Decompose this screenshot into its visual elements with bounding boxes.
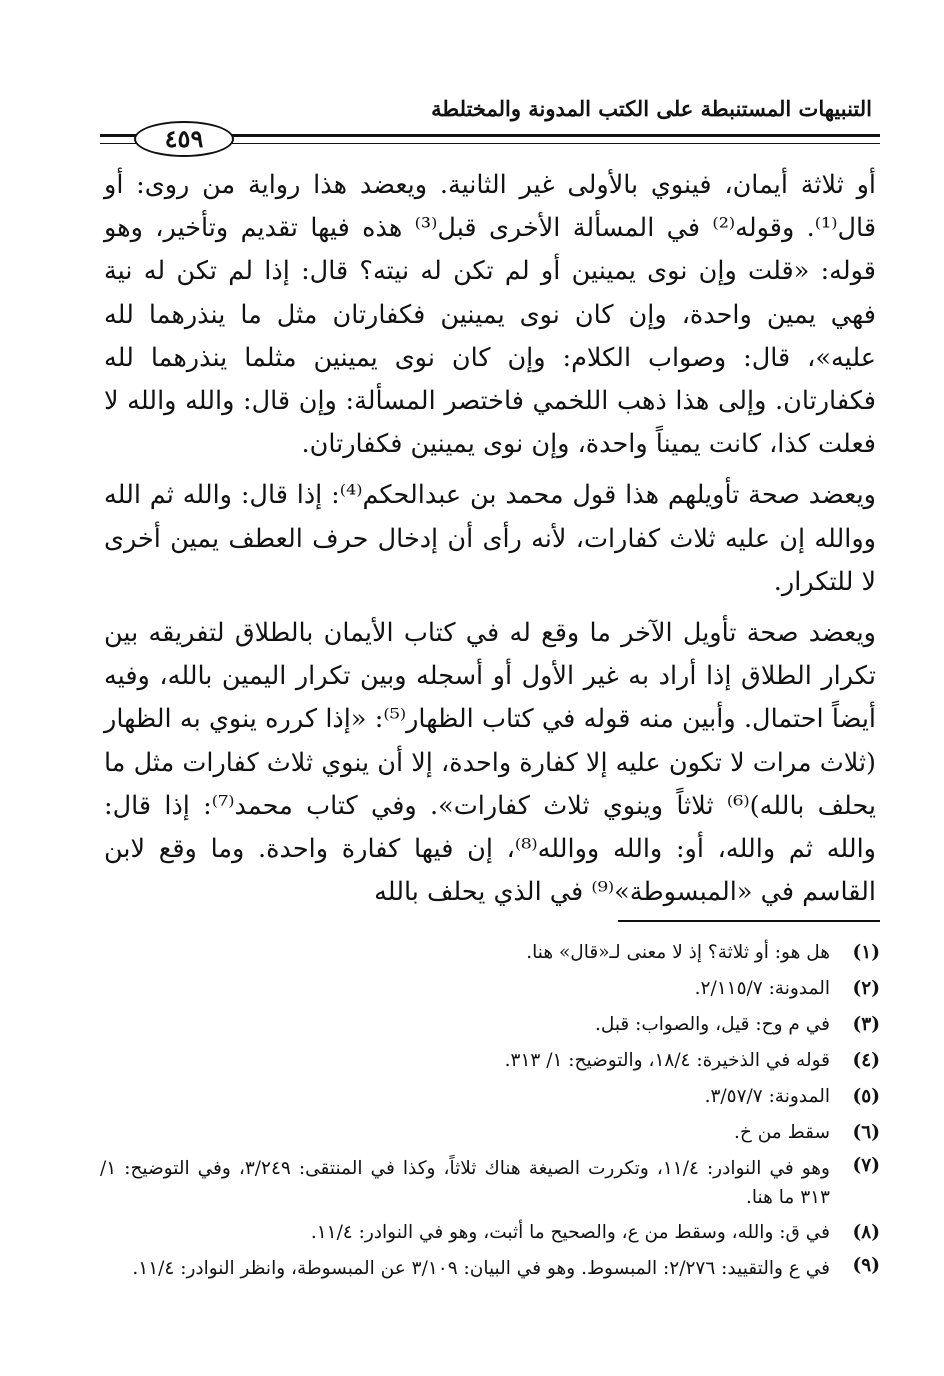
footnote-text: وهو في النوادر: ١١/٤، وتكررت الصيغة هناك ثلاثاً، وكذا في المنتقى: ٣/٢٤٩، وفي التوضيح: ١/ ٣١٣ ما هنا. xyxy=(100,1158,830,1208)
footnote-number: (١) xyxy=(852,942,880,963)
footnote-number: (٥) xyxy=(852,1086,880,1107)
footnote-7 xyxy=(100,1151,880,1215)
footnote-number: (٦) xyxy=(852,1122,880,1143)
footnote-text: المدونة: ٣/٥٧/٧. xyxy=(704,1086,830,1107)
footnote-text: في ع والتقييد: ٢/٢٧٦: المبسوط. وهو في البيان: ٣/١٠٩ عن المبسوطة، وانظر النوادر: ١١/٤. xyxy=(132,1258,830,1279)
footnote-number: (٣) xyxy=(852,1014,880,1035)
footnote-2 xyxy=(100,971,880,1007)
footnote-5 xyxy=(100,1079,880,1115)
footnote-text: هل هو: أو ثلاثة؟ إذ لا معنى لـ«قال» هنا. xyxy=(526,942,830,963)
footnote-1 xyxy=(100,935,880,971)
footnote-text: قوله في الذخيرة: ١٨/٤، والتوضيح: ١/ ٣١٣. xyxy=(504,1050,830,1071)
footnote-3 xyxy=(100,1007,880,1043)
running-title: التنبيهات المستنبطة على الكتب المدونة والمختلطة xyxy=(431,96,872,121)
footnote-number: (٢) xyxy=(852,978,880,999)
paragraph-2: ويعضد صحة تأويلهم هذا قول محمد بن عبدالحكم⁽⁴⁾: إذا قال: والله ثم الله ووالله إن عليه ثلاث كفارات، لأنه رأى أن إدخال حرف العطف يمين أخرى لا للتكرار. xyxy=(104,480,876,597)
footnote-number: (٧) xyxy=(852,1155,880,1176)
footnote-text: المدونة: ٢/١١٥/٧. xyxy=(694,978,830,999)
footnote-8 xyxy=(100,1215,880,1251)
footnote-number: (٩) xyxy=(852,1255,880,1276)
footnote-number: (٤) xyxy=(852,1050,880,1071)
paragraph-1: أو ثلاثة أيمان، فينوي بالأولى غير الثانية. ويعضد هذا رواية من روى: أو قال⁽¹⁾. وقوله⁽²⁾ في المسألة الأخرى قبل⁽³⁾ هذه فيها تقديم وتأخير، وهو قوله: «قلت وإن نوى يمينين أو لم تكن له نيته؟ قال: إذا لم تكن له نية فهي يمين واحدة، وإن كان نوى يمينين فكفارتان مثل ما ينذرهما لله عليه»، قال: وصواب الكلام: وإن كان نوى يمينين مثلما ينذرهما لله فكفارتان. وإلى هذا ذهب اللخمي فاختصر المسألة: وإن قال: والله والله لا فعلت كذا، كانت يميناً واحدة، وإن نوى يمينين فكفارتان. xyxy=(104,170,877,460)
footnote-9 xyxy=(100,1251,880,1286)
footnote-number: (٨) xyxy=(852,1222,880,1243)
paragraph-3: ويعضد صحة تأويل الآخر ما وقع له في كتاب الأيمان بالطلاق لتفريقه بين تكرار الطلاق إذا أراد به غير الأول أو أسجله وبين تكرار اليمين بالله، وفيه أيضاً احتمال. وأبين منه قوله في كتاب الظهار⁽⁵⁾: «إذا كرره ينوي به الظهار (ثلاث مرات لا تكون عليه إلا كفارة واحدة، إلا أن ينوي ثلاث كفارات مثل ما يحلف بالله)⁽⁶⁾ ثلاثاً وينوي ثلاث كفارات». وفي كتاب محمد⁽⁷⁾: إذا قال: والله ثم والله، أو: والله ووالله⁽⁸⁾، إن فيها كفارة واحدة. وما وقع لابن القاسم في «المبسوطة»⁽⁹⁾ في الذي يحلف بالله xyxy=(104,618,877,908)
footnotes xyxy=(100,935,880,1286)
footnote-text: في ق: والله، وسقط من ع، والصحيح ما أثبت، وهو في النوادر: ١١/٤. xyxy=(310,1222,830,1243)
footnote-6 xyxy=(100,1115,880,1151)
footnote-text: سقط من خ. xyxy=(734,1122,830,1143)
page-number: ٤٥٩ xyxy=(134,121,234,157)
body-text xyxy=(104,164,876,914)
footnote-4 xyxy=(100,1043,880,1079)
footnote-text: في م وح: قيل، والصواب: قبل. xyxy=(594,1014,830,1035)
footnote-separator xyxy=(618,920,880,922)
